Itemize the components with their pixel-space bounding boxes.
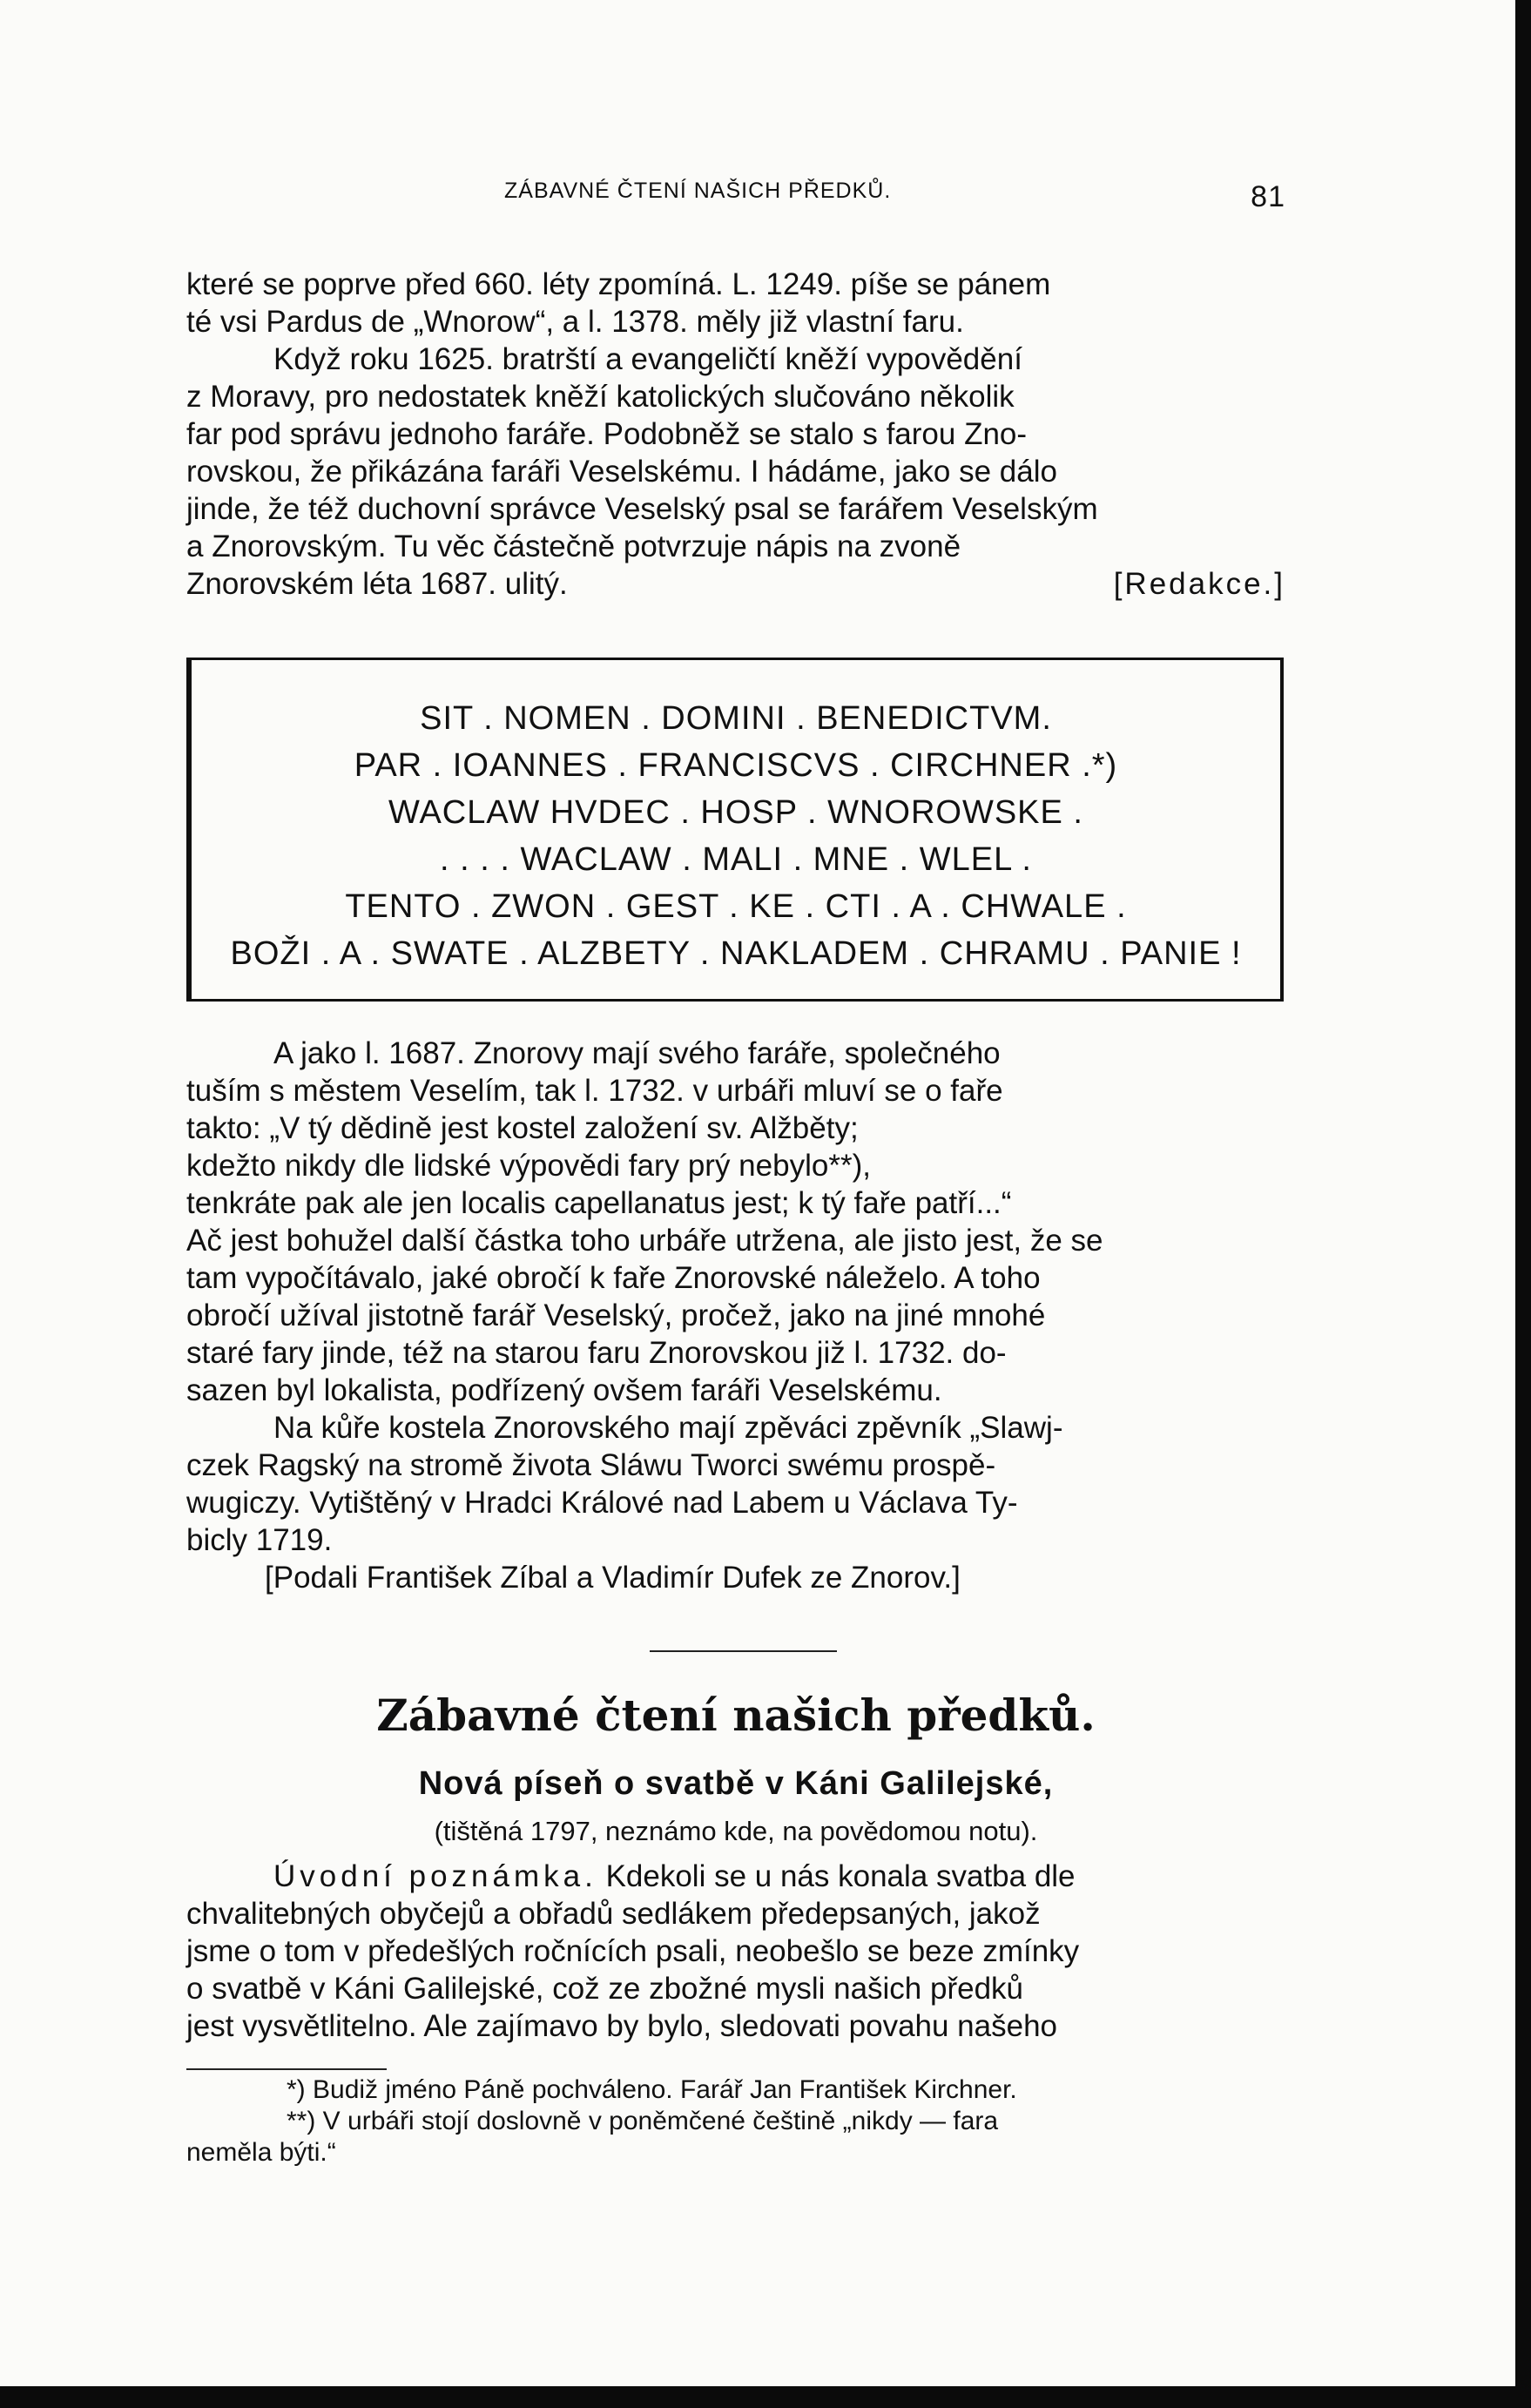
text-line-with-signature <box>186 565 1285 603</box>
text-line: bicly 1719. <box>186 1523 333 1557</box>
text-line: kdežto nikdy dle lidské výpovědi fary prý nebylo**), <box>186 1149 871 1183</box>
bell-inscription-box <box>186 658 1284 1002</box>
text-line: Ač jest bohužel další částka toho urbáře utržena, ale jisto jest, že se <box>186 1224 1103 1258</box>
text-line: A jako l. 1687. Znorovy mají svého faráře, společného <box>273 1036 1001 1070</box>
text-line: far pod správu jednoho faráře. Podobněž se stalo s farou Zno- <box>186 417 1028 451</box>
paragraph-intro-note <box>186 1858 1285 2045</box>
text-fragment: Kdekoli se u nás konala svatba dle <box>605 1859 1076 1893</box>
inscription-line: WACLAW HVDEC . HOSP . WNOROWSKE . <box>388 794 1083 831</box>
text-line: czek Ragský na stromě života Sláwu Tworci swému prospě- <box>186 1448 996 1482</box>
running-title: ZÁBAVNÉ ČTENÍ NAŠICH PŘEDKŮ. <box>504 179 892 203</box>
footnotes <box>186 2074 1285 2169</box>
footnote-rule <box>186 2068 387 2070</box>
text-line: a Znorovským. Tu věc částečně potvrzuje nápis na zvoně <box>186 529 961 563</box>
footnote-continuation: neměla býti.“ <box>186 2138 336 2167</box>
text-line: tam vypočítávalo, jaké obročí k faře Znorovské náleželo. A toho <box>186 1261 1041 1295</box>
text-line: které se poprve před 660. léty zpomíná. L. 1249. píše se pánem <box>186 267 1051 301</box>
inscription-line: SIT . NOMEN . DOMINI . BENEDICTVM. <box>420 700 1052 737</box>
text-line: chvalitebných obyčejů a obřadů sedlákem předepsaných, jakož <box>186 1897 1041 1931</box>
text-line: jest vysvětlitelno. Ale zajímavo by bylo, sledovati povahu našeho <box>186 2009 1058 2043</box>
text-line: jsme o tom v předešlých ročnících psali, neobešlo se beze zmínky <box>186 1934 1080 1968</box>
footnote: *) Budiž jméno Páně pochváleno. Farář Jan František Kirchner. <box>287 2075 1017 2104</box>
section-title: Zábavné čtení našich předků. <box>376 1690 1096 1741</box>
footnote: **) V urbáři stojí doslovně v poněmčené češtině „nikdy — fara <box>287 2107 999 2135</box>
text-line: tenkráte pak ale jen localis capellanatus jest; k tý faře patří...“ <box>186 1186 1012 1220</box>
editor-signature: [Redakce.] <box>1113 567 1285 601</box>
text-line: jinde, že též duchovní správce Veselský psal se farářem Veselským <box>186 492 1098 526</box>
text-line: takto: „V tý dědině jest kostel založení sv. Alžběty; <box>186 1111 859 1145</box>
inscription-line: PAR . IOANNES . FRANCISCVS . CIRCHNER .*) <box>354 747 1118 784</box>
section-divider <box>650 1650 837 1652</box>
text-line: té vsi Pardus de „Wnorow“, a l. 1378. měly již vlastní faru. <box>186 305 964 339</box>
section-note: (tištěná 1797, neznámo kde, na povědomou notu). <box>434 1816 1038 1846</box>
text-line: Znorovském léta 1687. ulitý. <box>186 567 568 601</box>
inscription-line: BOŽI . A . SWATE . ALZBETY . NAKLADEM . CHRAMU . PANIE ! <box>230 935 1242 972</box>
page-number: 81 <box>1251 180 1285 213</box>
text-line: sazen byl lokalista, podřízený ovšem faráři Veselskému. <box>186 1373 942 1407</box>
text-line: z Moravy, pro nedostatek kněží katolických slučováno několik <box>186 380 1015 414</box>
text-line: obročí užíval jistotně farář Veselský, pročež, jako na jiné mnohé <box>186 1298 1046 1332</box>
paragraph-urbar <box>186 1035 1285 1596</box>
paragraph-intro <box>186 266 1285 603</box>
inscription-line: TENTO . ZWON . GEST . KE . CTI . A . CHWALE . <box>345 888 1127 925</box>
text-line: staré fary jinde, též na starou faru Znorovskou již l. 1732. do- <box>186 1336 1007 1370</box>
text-line: Když roku 1625. bratrští a evangeličtí kněží vypovědění <box>273 342 1022 376</box>
contributors-line: [Podali František Zíbal a Vladimír Dufek ze Znorov.] <box>265 1561 961 1595</box>
text-line: Na kůře kostela Znorovského mají zpěváci zpěvník „Slawj- <box>273 1411 1063 1445</box>
text-line: o svatbě v Káni Galilejské, což ze zbožné mysli našich předků <box>186 1972 1024 2006</box>
section-subtitle: Nová píseň o svatbě v Káni Galilejské, <box>418 1765 1054 1802</box>
text-line: tuším s městem Veselím, tak l. 1732. v urbáři mluví se o faře <box>186 1074 1003 1108</box>
inscription-line: . . . . WACLAW . MALI . MNE . WLEL . <box>440 841 1032 878</box>
text-line: wugiczy. Vytištěný v Hradci Králové nad Labem u Václava Ty- <box>186 1486 1018 1520</box>
lead-phrase: Úvodní poznámka. <box>273 1859 597 1893</box>
text-line <box>186 1858 1285 1895</box>
text-line: rovskou, že přikázána faráři Veselskému. I hádáme, jako se dálo <box>186 455 1057 489</box>
